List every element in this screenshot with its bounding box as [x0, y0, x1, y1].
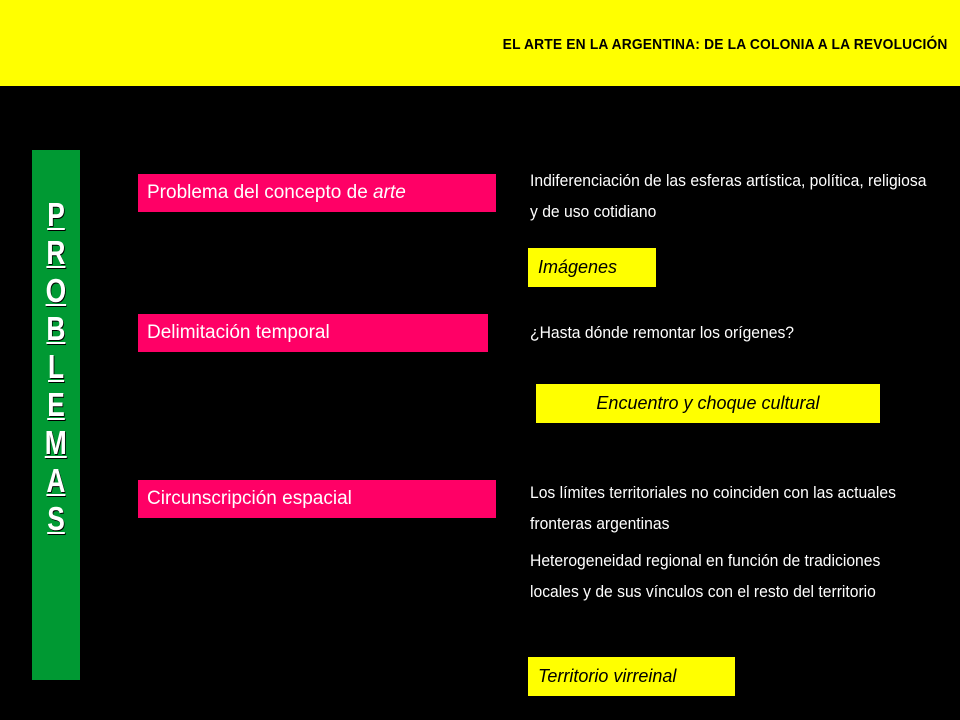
- problemas-letters: [32, 196, 80, 538]
- problemas-vertical-bar: [32, 150, 80, 680]
- problem-concepto-emphasis: arte: [373, 182, 406, 203]
- tag-imagenes: Imágenes: [528, 248, 656, 287]
- header-banner: [0, 0, 960, 86]
- letter-o: O: [45, 272, 67, 309]
- letter-r: R: [46, 234, 66, 271]
- letter-l: L: [47, 348, 65, 385]
- problem-espacial-box: [138, 480, 496, 518]
- problem-temporal-label: Delimitación temporal: [147, 322, 330, 343]
- letter-e: E: [47, 386, 65, 423]
- problem-temporal-box: [138, 314, 488, 352]
- letter-b: B: [46, 310, 66, 347]
- letter-m: M: [45, 424, 67, 461]
- desc-temporal: ¿Hasta dónde remontar los orígenes?: [530, 324, 795, 342]
- tag-encuentro: Encuentro y choque cultural: [536, 384, 880, 423]
- problem-espacial-label: Circunscripción espacial: [147, 488, 352, 509]
- desc-espacial-heterogeneidad: Heterogeneidad regional en función de tradiciones locales y de sus vínculos con el resto del territorio: [530, 552, 881, 601]
- letter-s: S: [47, 500, 65, 537]
- letter-a: A: [46, 462, 66, 499]
- desc-concepto: Indiferenciación de las esferas artística, política, religiosa y de uso cotidiano: [530, 172, 927, 221]
- letter-p: P: [47, 196, 65, 233]
- desc-espacial-limites: Los límites territoriales no coinciden con las actuales fronteras argentinas: [530, 484, 896, 533]
- problem-concepto-box: [138, 174, 496, 212]
- tag-territorio: Territorio virreinal: [528, 657, 735, 696]
- problem-concepto-label: Problema del concepto de: [147, 182, 374, 203]
- page-title: EL ARTE EN LA ARGENTINA: DE LA COLONIA A LA REVOLUCIÓN: [503, 36, 948, 53]
